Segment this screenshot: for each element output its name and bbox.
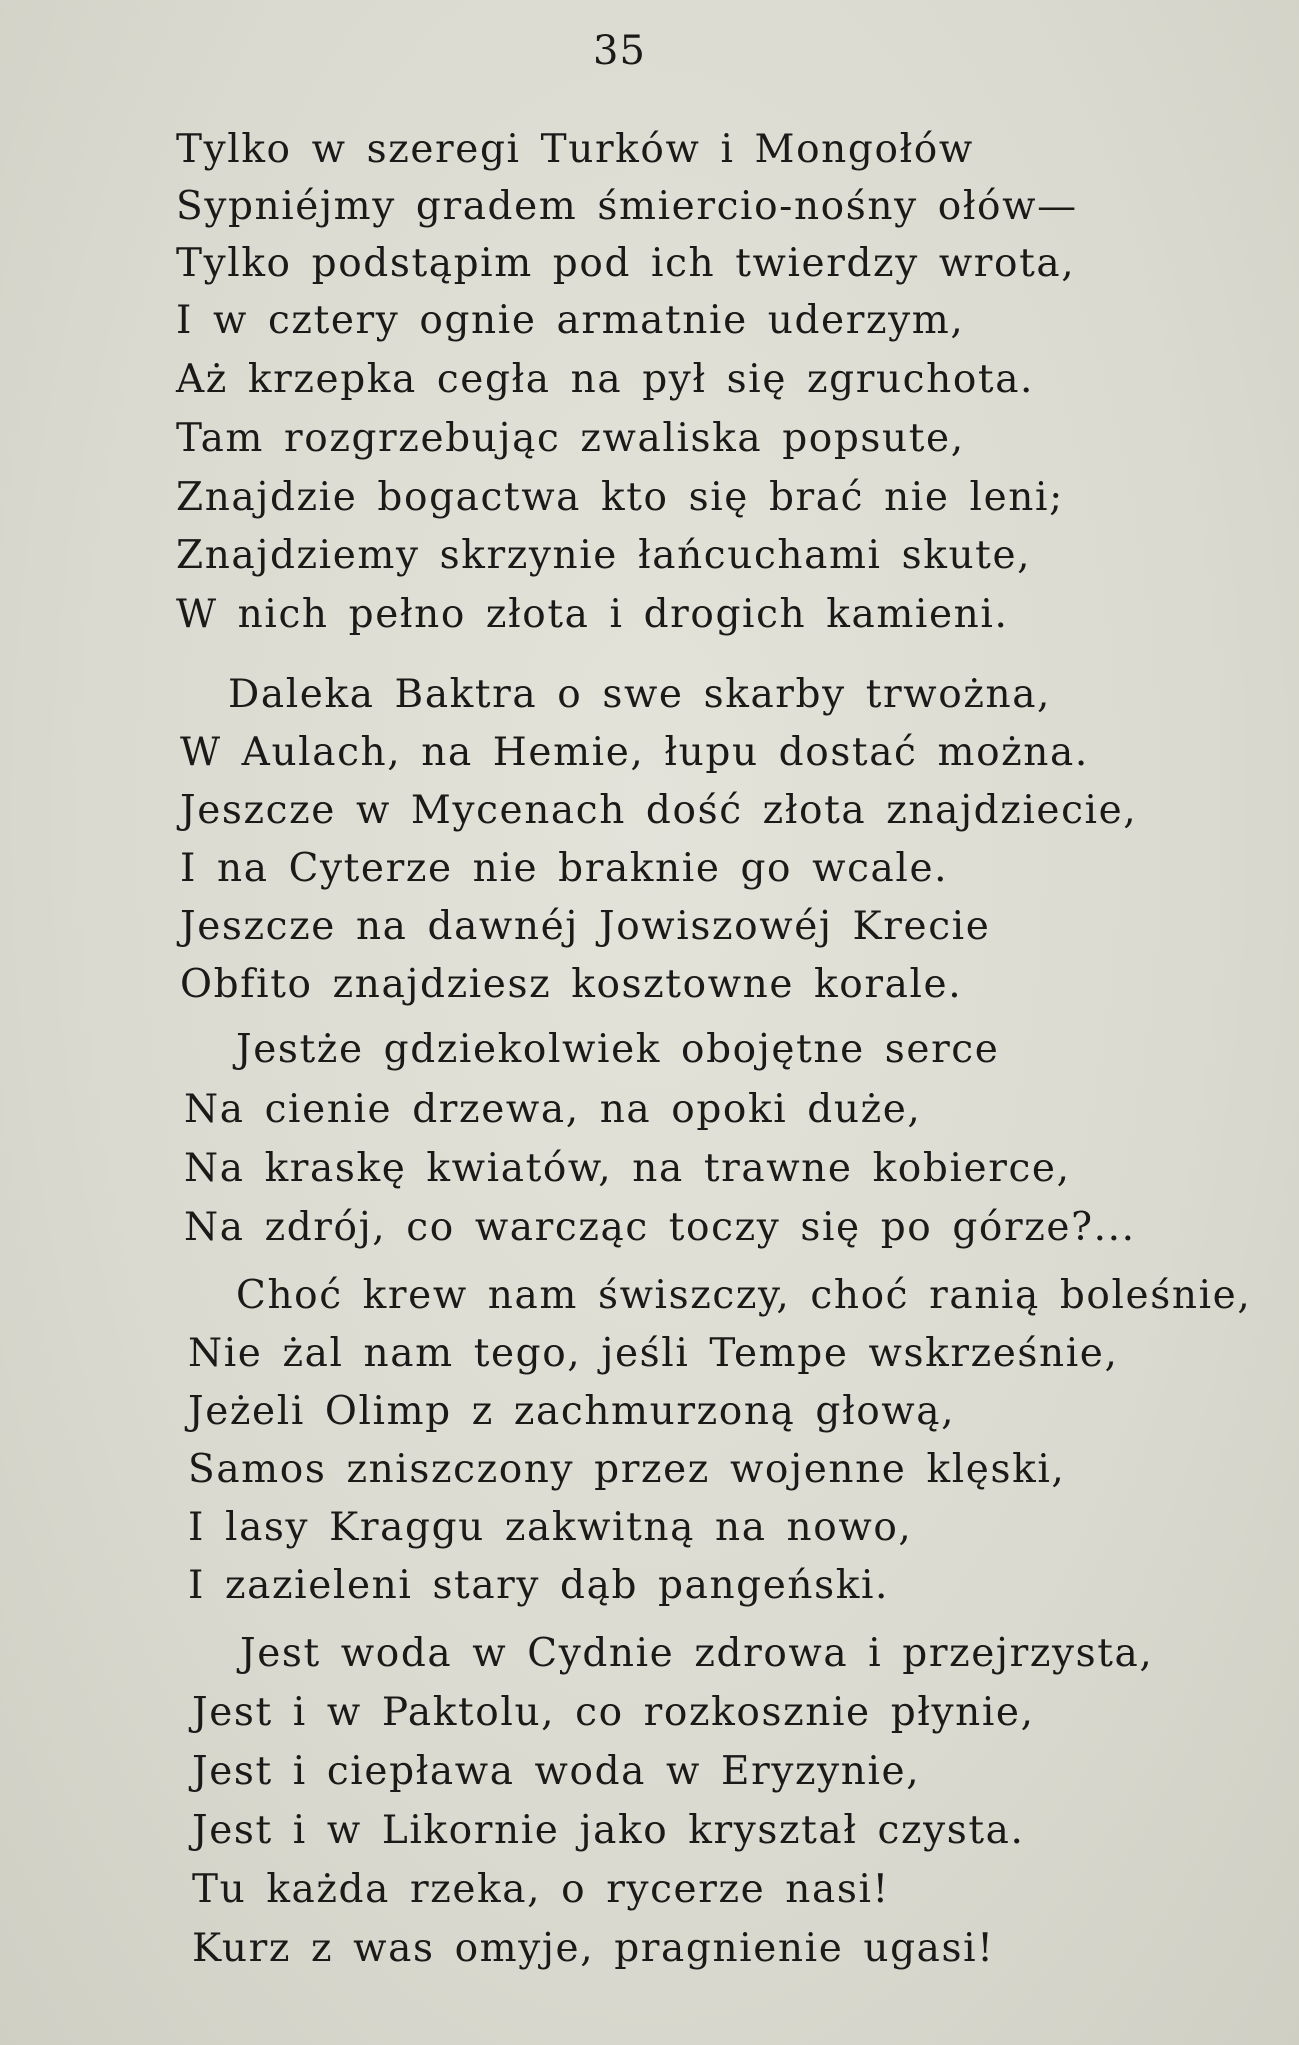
poem-line: Choć krew nam świszczy, choć ranią boleśnie,	[236, 1273, 1252, 1318]
poem-line: Jest woda w Cydnie zdrowa i przejrzysta,	[240, 1631, 1154, 1676]
poem-line: Tu każda rzeka, o rycerze nasi!	[192, 1867, 890, 1912]
poem-line: W nich pełno złota i drogich kamieni.	[176, 592, 1009, 637]
poem-line: Aż krzepka cegła na pył się zgruchota.	[176, 357, 1035, 402]
poem-line: I w cztery ognie armatnie uderzym,	[176, 298, 965, 343]
poem-line: I lasy Kraggu zakwitną na nowo,	[188, 1505, 913, 1550]
poem-line: I zazieleni stary dąb pangeński.	[188, 1563, 890, 1608]
poem-line: Obfito znajdziesz kosztowne korale.	[180, 962, 963, 1007]
poem-line: I na Cyterze nie braknie go wcale.	[180, 846, 949, 891]
poem-line: Jest i w Likornie jako kryształ czysta.	[192, 1808, 1025, 1853]
poem-line: Tam rozgrzebując zwaliska popsute,	[176, 416, 965, 461]
poem-line: Nie żal nam tego, jeśli Tempe wskrześnie,	[188, 1331, 1119, 1376]
poem-line: Samos zniszczony przez wojenne klęski,	[188, 1447, 1066, 1492]
poem-line: Jest i w Paktolu, co rozkosznie płynie,	[192, 1690, 1035, 1735]
poem-line: Kurz z was omyje, pragnienie ugasi!	[192, 1926, 995, 1971]
poem-line: Znajdzie bogactwa kto się brać nie leni;	[176, 475, 1064, 520]
poem-line: Tylko podstąpim pod ich twierdzy wrota,	[176, 241, 1076, 286]
poem-line: Sypniéjmy gradem śmiercio-nośny ołów—	[176, 184, 1078, 229]
page-number: 35	[593, 28, 646, 74]
poem-line: W Aulach, na Hemie, łupu dostać można.	[180, 730, 1089, 775]
poem-line: Daleka Baktra o swe skarby trwożna,	[228, 672, 1052, 717]
poem-line: Tylko w szeregi Turków i Mongołów	[176, 127, 974, 172]
poem-line: Na cienie drzewa, na opoki duże,	[184, 1087, 922, 1132]
poem-line: Jeszcze na dawnéj Jowiszowéj Krecie	[180, 904, 991, 949]
poem-line: Jeszcze w Mycenach dość złota znajdziecie,	[180, 788, 1138, 833]
poem-line: Na kraskę kwiatów, na trawne kobierce,	[184, 1146, 1071, 1191]
poem-line: Jest i ciepława woda w Eryzynie,	[192, 1749, 921, 1794]
poem-line: Jestże gdziekolwiek obojętne serce	[236, 1027, 1000, 1072]
poem-line: Na zdrój, co warcząc toczy się po górze?...	[184, 1205, 1136, 1250]
poem-line: Jeżeli Olimp z zachmurzoną głową,	[188, 1389, 956, 1434]
poem-line: Znajdziemy skrzynie łańcuchami skute,	[176, 533, 1032, 578]
